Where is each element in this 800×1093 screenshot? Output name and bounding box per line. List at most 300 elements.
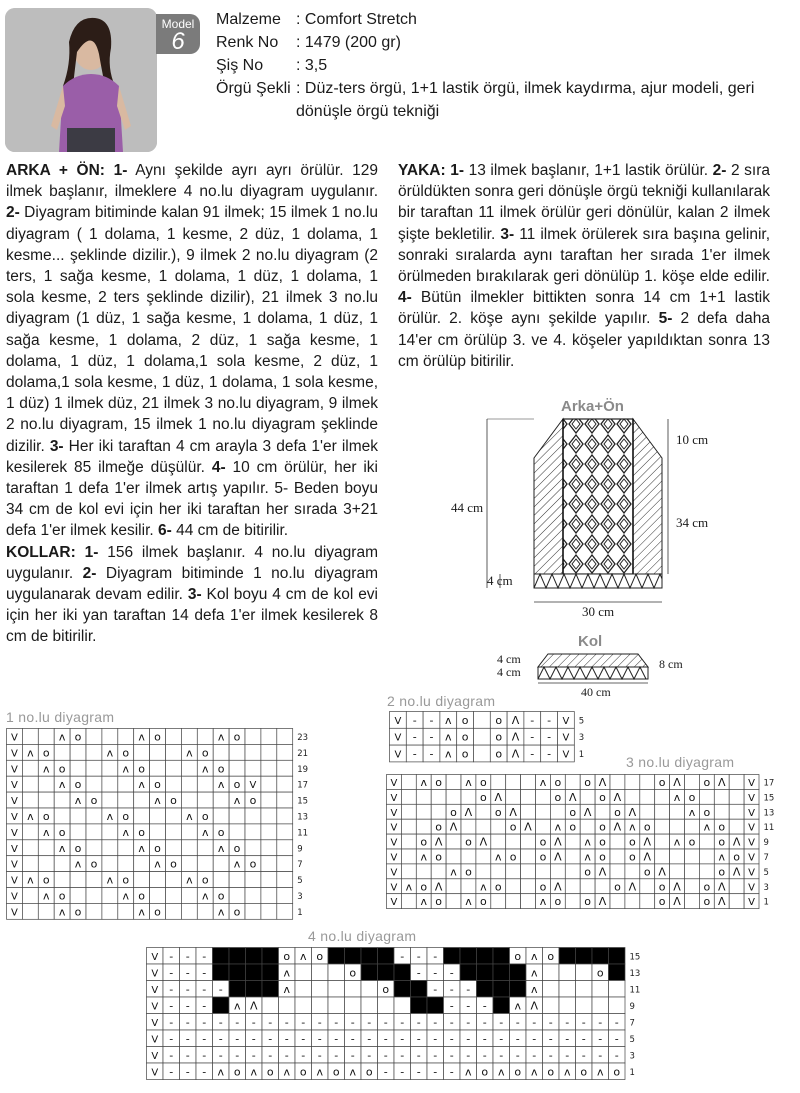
stitch-symbol: ʌ [584,835,591,849]
stitch-cell [625,789,640,804]
stitch-cell [610,775,625,790]
stitch-cell [118,903,134,919]
stitch-symbol: ᐱ [554,835,562,849]
stitch-symbol: ʌ [122,762,130,776]
stitch-symbol: - [400,1048,405,1062]
stitch-symbol: - [416,966,421,980]
stitch-cell [610,849,625,864]
stitch-cell [54,792,70,808]
row-number: 15 [763,793,775,804]
stitch-symbol: V [11,780,18,792]
stitch-symbol: o [42,809,50,823]
stitch-cell [86,729,102,745]
stitch-cell [245,840,261,856]
stitch-cell [610,834,625,849]
stitch-symbol: o [547,949,555,963]
stitch-symbol: - [169,1065,174,1079]
stitch-cell [378,997,395,1014]
stitch-cell [70,872,86,888]
stitch-cell [166,872,182,888]
no-stitch-cell [246,981,263,998]
stitch-symbol: ʌ [106,809,114,823]
stitch-symbol: o [569,820,577,834]
no-stitch-cell [246,948,263,965]
stitch-cell [213,808,229,824]
stitch-symbol: ᐱ [628,880,637,894]
stitch-symbol: ᐱ [673,880,681,894]
stitch-symbol: o [233,778,241,792]
stitch-symbol: ᐱ [511,747,520,761]
stitch-cell [565,775,580,790]
stitch-symbol: ʌ [217,1065,225,1079]
stitch-cell [461,819,476,834]
stitch-symbol: - [218,1048,223,1062]
stitch-symbol: V [748,807,755,819]
stitch-symbol: V [390,807,398,819]
stitch-symbol: ᐱ [249,999,258,1013]
d4-svg [146,947,647,1080]
stitch-symbol: o [554,775,562,789]
stitch-cell [166,729,182,745]
stitch-cell [102,760,118,776]
stitch-cell [536,804,551,819]
stitch-symbol: - [530,747,535,761]
stitch-cell [166,824,182,840]
stitch-cell [461,879,476,894]
stitch-cell [610,894,625,909]
stitch-cell [54,856,70,872]
stitch-symbol: ᐱ [598,775,607,789]
stitch-symbol: ᐱ [509,805,517,819]
stitch-cell [521,775,536,790]
stitch-symbol: o [584,895,592,909]
stitch-cell [491,894,506,909]
stitch-symbol: - [482,1032,487,1046]
stitch-cell [609,981,626,998]
step-number: 4- [211,458,226,476]
stitch-cell [640,879,655,894]
sleeve-schematic [530,652,660,686]
stitch-symbol: V [748,852,755,864]
model-number: 6 [171,28,185,55]
stitch-symbol: V [151,1017,159,1029]
stitch-cell [197,903,213,919]
stitch-symbol: ʌ [554,820,562,834]
stitch-symbol: V [11,796,18,808]
stitch-symbol: - [268,1048,273,1062]
stitch-symbol: o [658,775,666,789]
stitch-symbol: V [151,984,159,996]
stitch-cell [506,789,521,804]
stitch-cell [714,789,729,804]
stitch-symbol: ʌ [138,905,145,919]
stitch-cell [134,808,150,824]
stitch-symbol: ʌ [27,809,34,823]
no-stitch-cell [609,948,626,965]
stitch-cell [86,824,102,840]
stitch-cell [559,964,576,981]
stitch-cell [521,864,536,879]
stitch-symbol: ʌ [718,850,726,864]
stitch-symbol: o [539,850,547,864]
dim-4cm: 4 cm [487,573,513,588]
stitch-cell [38,840,54,856]
stitch-symbol: - [169,1032,174,1046]
stitch-cell [416,819,431,834]
stitch-cell [655,804,670,819]
no-stitch-cell [361,964,378,981]
stitch-symbol: - [429,713,434,727]
stitch-symbol: V [562,749,570,761]
row-number: 19 [297,764,309,775]
stitch-cell [565,834,580,849]
stitch-cell [640,789,655,804]
stitch-symbol: - [317,1032,322,1046]
stitch-symbol: V [11,875,18,887]
stitch-symbol: - [202,966,207,980]
stitch-symbol: ᐱ [643,850,652,864]
stitch-cell [685,775,700,790]
stitch-symbol: ʌ [530,1065,538,1079]
yaka-section [398,160,770,372]
stitch-symbol: - [416,1048,421,1062]
step-number: 4- [398,289,412,307]
stitch-symbol: - [334,1032,339,1046]
stitch-symbol: ʌ [58,905,66,919]
row-number: 3 [629,1051,635,1062]
stitch-symbol: ʌ [420,775,428,789]
spec-value: : 1479 (200 gr) [296,34,401,51]
stitch-cell [229,760,245,776]
stitch-symbol: o [718,865,726,879]
stitch-symbol: - [400,1015,405,1029]
stitch-symbol: - [532,1048,537,1062]
stitch-symbol: - [202,982,207,996]
dim-10cm: 10 cm [676,432,709,447]
no-stitch-cell [411,981,428,998]
model-badge [156,14,200,54]
stitch-symbol: V [390,822,398,834]
stitch-cell [685,849,700,864]
stitch-cell [559,981,576,998]
stitch-cell [446,789,461,804]
stitch-symbol: V [748,882,755,894]
stitch-symbol: V [11,891,18,903]
sleeve-dim-40cm: 40 cm [581,685,611,699]
stitch-symbol: o [514,949,522,963]
stitch-cell [102,903,118,919]
diagram-4-title: 4 no.lu diyagram [308,928,417,944]
stitch-cell [279,997,296,1014]
stitch-cell [699,789,714,804]
stitch-cell [565,894,580,909]
stitch-symbol: - [185,1065,190,1079]
stitch-symbol: V [151,1001,159,1013]
stitch-symbol: - [466,1048,471,1062]
stitch-symbol: V [390,837,398,849]
stitch-symbol: ᐱ [732,865,741,879]
row-number: 3 [763,882,769,893]
no-stitch-cell [229,981,246,998]
stitch-symbol: ʌ [539,775,547,789]
stitch-cell [729,804,744,819]
stitch-symbol: - [482,1015,487,1029]
stitch-symbol: V [11,764,18,776]
stitch-symbol: o [233,1065,241,1079]
stitch-symbol: o [420,835,428,849]
sleeve-dim-4cm-top: 4 cm [497,652,521,666]
stitch-cell [181,888,197,904]
stitch-symbol: o [201,873,209,887]
kollar-heading: KOLLAR: [6,543,76,561]
stitch-cell [345,981,362,998]
row-number: 17 [763,778,775,789]
stitch-cell [261,888,277,904]
stitch-symbol: ʌ [530,982,538,996]
stitch-cell [261,808,277,824]
stitch-cell [38,792,54,808]
diagram-1-title: 1 no.lu diyagram [6,709,115,725]
step-text: Diyagram bitiminde 1 no.lu diyagram uygulanarak devam edilir. [6,564,378,604]
stitch-symbol: ᐱ [673,775,681,789]
stitch-symbol: o [170,794,177,808]
row-number: 13 [297,812,309,823]
stitch-symbol: - [185,1048,190,1062]
stitch-symbol: o [718,835,726,849]
stitch-symbol: o [554,790,562,804]
stitch-cell [536,864,551,879]
stitch-symbol: - [416,1065,421,1079]
stitch-symbol: ʌ [530,966,538,980]
row-number: 11 [297,828,309,839]
stitch-symbol: V [394,732,402,744]
stitch-cell [521,879,536,894]
stitch-cell [102,729,118,745]
row-number: 5 [297,876,303,887]
row-number: 5 [763,867,769,878]
stitch-symbol: o [584,865,592,879]
stitch-cell [102,840,118,856]
stitch-cell [22,888,38,904]
stitch-symbol: ᐱ [479,835,488,849]
stitch-symbol: o [718,820,726,834]
stitch-cell [640,775,655,790]
stitch-symbol: - [202,1015,207,1029]
stitch-cell [166,744,182,760]
stitch-symbol: ʌ [122,825,130,839]
stitch-symbol: V [151,951,159,963]
row-number: 23 [297,732,309,743]
stitch-symbol: o [90,857,98,871]
stitch-symbol: - [284,1032,289,1046]
stitch-symbol: o [479,790,487,804]
stitch-cell [22,729,38,745]
stitch-cell [655,849,670,864]
stitch-symbol: - [367,1048,372,1062]
stitch-symbol: o [122,746,130,760]
stitch-cell [461,789,476,804]
stitch-symbol: o [154,905,161,919]
stitch-cell [576,997,593,1014]
stitch-symbol: o [138,762,146,776]
stitch-symbol: ʌ [349,1065,357,1079]
stitch-symbol: - [449,1065,454,1079]
stitch-symbol: V [11,907,18,919]
no-stitch-cell [394,981,411,998]
stitch-cell [536,819,551,834]
stitch-cell [245,872,261,888]
stitch-cell [86,760,102,776]
stitch-symbol: ʌ [539,895,547,909]
stitch-symbol: V [11,827,18,839]
stitch-cell [401,864,416,879]
stitch-symbol: V [748,897,755,909]
spec-row [216,54,776,77]
stitch-symbol: - [383,1048,388,1062]
stitch-cell [261,856,277,872]
stitch-cell [261,872,277,888]
stitch-symbol: V [11,843,18,855]
stitch-cell [474,728,491,745]
stitch-cell [22,760,38,776]
stitch-cell [625,894,640,909]
stitch-symbol: - [530,730,535,744]
sleeve-schematic-title: Kol [578,633,603,650]
stitch-cell [394,997,411,1014]
spec-key: Şiş No [216,57,264,74]
stitch-symbol: V [562,732,570,744]
stitch-symbol: - [565,1015,570,1029]
stitch-cell [229,808,245,824]
step-text: Her iki taraftan 4 cm arayla 3 defa 1'er ilmek kesilerek 85 ilmeğe düşülür. [6,437,378,476]
stitch-cell [565,879,580,894]
stitch-cell [431,804,446,819]
stitch-symbol: - [547,747,552,761]
stitch-symbol: ᐱ [449,820,458,834]
stitch-symbol: - [433,1048,438,1062]
stitch-cell [328,997,345,1014]
stitch-cell [86,872,102,888]
stitch-cell [565,864,580,879]
stitch-symbol: - [466,982,471,996]
stitch-symbol: o [122,873,130,887]
stitch-symbol: o [42,746,50,760]
stitch-symbol: o [461,730,469,744]
stitch-symbol: ʌ [480,880,487,894]
stitch-cell [476,804,491,819]
no-stitch-cell [262,964,279,981]
stitch-cell [345,997,362,1014]
stitch-symbol: ʌ [58,841,66,855]
stitch-cell [229,888,245,904]
stitch-symbol: - [202,1048,207,1062]
stitch-cell [277,856,293,872]
stitch-symbol: - [350,1015,355,1029]
stitch-symbol: o [74,841,82,855]
stitch-cell [543,981,560,998]
stitch-symbol: o [494,880,502,894]
step-number: 5- [658,310,673,328]
no-stitch-cell [559,948,576,965]
stitch-symbol: o [539,835,547,849]
stitch-symbol: o [514,1065,522,1079]
stitch-symbol: - [416,949,421,963]
stitch-symbol: o [509,850,517,864]
stitch-cell [38,903,54,919]
stitch-cell [86,888,102,904]
model-figure-illustration [5,8,157,152]
stitch-symbol: - [433,1015,438,1029]
stitch-cell [506,864,521,879]
no-stitch-cell [229,964,246,981]
stitch-cell [86,744,102,760]
stitch-symbol: - [169,949,174,963]
step-number: 3- [49,437,64,455]
stitch-symbol: o [495,730,503,744]
stitch-symbol: o [217,889,225,903]
stitch-symbol: o [154,778,161,792]
stitch-symbol: o [217,762,225,776]
stitch-cell [277,808,293,824]
stitch-symbol: o [461,747,469,761]
d3-svg [386,774,781,909]
stitch-cell [576,964,593,981]
stitch-cell [54,744,70,760]
stitch-cell [118,729,134,745]
stitch-cell [476,864,491,879]
no-stitch-cell [460,948,477,965]
stitch-symbol: - [169,1015,174,1029]
stitch-cell [181,776,197,792]
arka-on-heading: ARKA + ÖN: [6,162,105,179]
stitch-symbol: - [301,1015,306,1029]
stitch-symbol: o [599,790,606,804]
model-label: Model [161,17,195,31]
stitch-symbol: o [382,982,390,996]
stitch-cell [431,864,446,879]
stitch-symbol: - [581,1032,586,1046]
stitch-cell [576,981,593,998]
stitch-cell [181,729,197,745]
stitch-cell [181,903,197,919]
no-stitch-cell [229,948,246,965]
stitch-symbol: ʌ [450,865,457,879]
stitch-cell [729,775,744,790]
stitch-symbol: - [466,1032,471,1046]
row-number: 11 [629,985,641,996]
dim-44cm: 44 cm [451,500,484,515]
stitch-symbol: - [499,1032,504,1046]
spec-row [216,77,776,123]
stitch-cell [22,776,38,792]
stitch-symbol: ʌ [138,778,145,792]
stitch-cell [54,808,70,824]
stitch-symbol: ʌ [233,999,241,1013]
stitch-cell [476,849,491,864]
spec-row [216,31,776,54]
stitch-cell [277,729,293,745]
stitch-cell [491,834,506,849]
stitch-symbol: - [532,1032,537,1046]
stitch-cell [262,997,279,1014]
no-stitch-cell [510,981,527,998]
stitch-symbol: - [482,1048,487,1062]
stitch-symbol: - [251,1032,256,1046]
stitch-cell [592,981,609,998]
stitch-cell [312,964,329,981]
d1-svg [6,728,314,920]
stitch-symbol: - [185,999,190,1013]
